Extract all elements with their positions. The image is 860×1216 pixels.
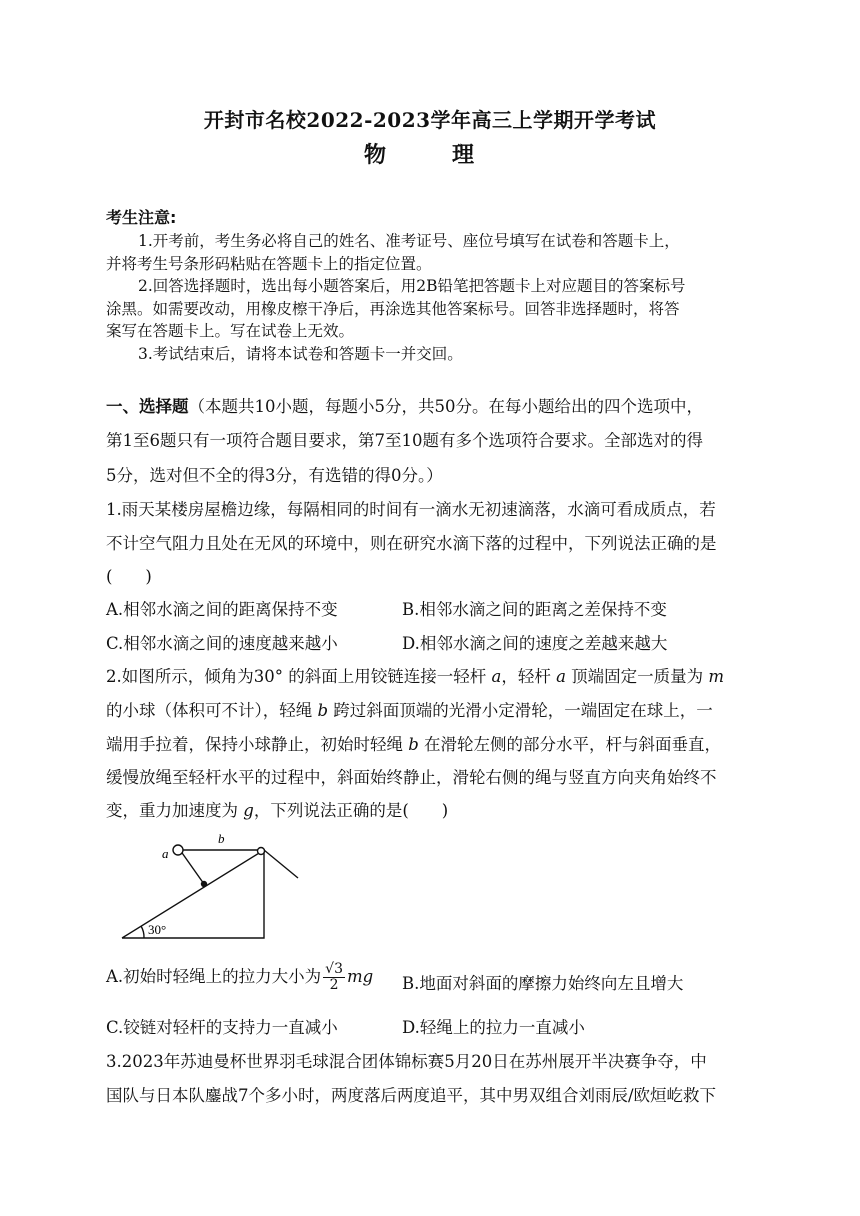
subject-title: 物 理: [363, 142, 496, 168]
q3-stem-line: 国队与日本队鏖战7个多小时，两度落后两度追平，其中男双组合刘雨辰/欧烜屹救下: [106, 1086, 717, 1105]
section-intro-line: [106, 393, 703, 417]
q2-text: 在滑轮左侧的部分水平，杆与斜面垂直，: [418, 735, 722, 754]
notice-list: [106, 230, 766, 365]
notice-line: 1.开考前，考生务必将自己的姓名、准考证号、座位号填写在试卷和答题卡上，: [138, 232, 680, 250]
notice-line: 2.回答选择题时，选出每小题答案后，用2B铅笔把答题卡上对应题目的答案标号: [138, 277, 686, 295]
label-angle: 30°: [148, 922, 167, 937]
exam-title: 开封市名校2022-2023学年高三上学期开学考试: [203, 108, 657, 132]
q3-stem-line: 3.2023年苏迪曼杯世界羽毛球混合团体锦标赛5月20日在苏州展开半决赛争夺，中: [106, 1052, 707, 1071]
incline-figure: [118, 826, 308, 946]
q2-option-a-unit: mg: [347, 967, 374, 986]
q1-stem-line: 不计空气阻力且处在无风的环境中，则在研究水滴下落的过程中，下列说法正确的是: [106, 534, 717, 553]
ball: [173, 845, 183, 855]
notice-line: 案写在答题卡上。写在试卷上无效。: [106, 322, 355, 340]
q2-stem-line: [106, 731, 721, 755]
q2-text: 变，重力加速度为: [106, 801, 244, 820]
fraction: [323, 962, 345, 993]
q2-var-a: a: [491, 667, 502, 686]
q2-option-b: B.地面对斜面的摩擦力始终向左且增大: [402, 974, 684, 993]
notice-line: 涂黑。如需要改动，用橡皮檫干净后，再涂选其他答案标号。回答非选择题时，将答: [106, 299, 680, 318]
section-desc-line: 第1至6题只有一项符合题目要求，第7至10题有多个选项符合要求。全部选对的得: [106, 431, 703, 450]
q2-stem-line: [106, 697, 713, 721]
q2-option-c: C.铰链对轻杆的支持力一直减小: [106, 1018, 338, 1037]
q1-stem-line: 1.雨天某楼房屋檐边缘，每隔相同的时间有一滴水无初速滴落，水滴可看成质点，若: [106, 500, 716, 519]
q2-text: 端用手拉着，保持小球静止，初始时轻绳: [106, 735, 409, 754]
q1-option-c: C.相邻水滴之间的速度越来越小: [106, 634, 338, 653]
q2-option-a: [106, 962, 373, 993]
q2-var-g: g: [243, 801, 254, 820]
q2-var-m: m: [708, 667, 725, 686]
section-heading: 一、选择题: [106, 397, 189, 416]
angle-arc: [141, 926, 144, 938]
q2-text: 2.如图所示，倾角为30° 的斜面上用铰链连接一轻杆: [106, 667, 492, 686]
notice-line: 3.考试结束后，请将本试卷和答题卡一并交回。: [138, 344, 463, 363]
fraction-denominator: 2: [329, 977, 339, 993]
q2-option-d: D.轻绳上的拉力一直减小: [402, 1018, 585, 1037]
q2-stem-line: [106, 663, 724, 687]
incline-outline: [122, 850, 264, 938]
q2-text: ，轻杆: [501, 667, 557, 686]
section-desc-line: 5分，选对但不全的得3分，有选错的得0分。）: [106, 466, 443, 485]
q2-text: 顶端固定一质量为: [565, 667, 709, 686]
q2-stem-line: 缓慢放绳至轻杆水平的过程中，斜面始终静止，滑轮右侧的绳与竖直方向夹角始终不: [106, 768, 717, 787]
q2-option-a-text: A.初始时轻绳上的拉力大小为: [106, 967, 322, 986]
label-b: b: [218, 831, 225, 846]
hinge: [201, 881, 207, 887]
section-desc: （本题共10小题，每题小5分，共50分。在每小题给出的四个选项中，: [188, 397, 703, 416]
q2-text: ，下列说法正确的是( ): [253, 801, 449, 820]
q2-var-b: b: [317, 701, 329, 720]
notice-line: 并将考生号条形码粘贴在答题卡上的指定位置。: [106, 254, 432, 273]
q2-var-b: b: [408, 735, 419, 754]
rod-a: [180, 850, 204, 884]
label-a: a: [162, 846, 169, 861]
q2-var-a: a: [556, 667, 566, 686]
q1-option-a: A.相邻水滴之间的距离保持不变: [106, 600, 338, 619]
q2-text: 的小球（体积可不计），轻绳: [106, 701, 318, 720]
q1-option-d: D.相邻水滴之间的速度之差越来越大: [402, 634, 668, 653]
q1-stem-line: ( ): [106, 567, 152, 586]
q2-text: 跨过斜面顶端的光滑小定滑轮，一端固定在球上，一: [328, 701, 713, 720]
rope-right: [264, 850, 298, 878]
q2-stem-line: [106, 797, 448, 821]
notice-heading: 考生注意:: [106, 208, 177, 227]
pulley: [258, 848, 265, 855]
fraction-numerator: √3: [325, 961, 343, 977]
q1-option-b: B.相邻水滴之间的距离之差保持不变: [402, 600, 667, 619]
